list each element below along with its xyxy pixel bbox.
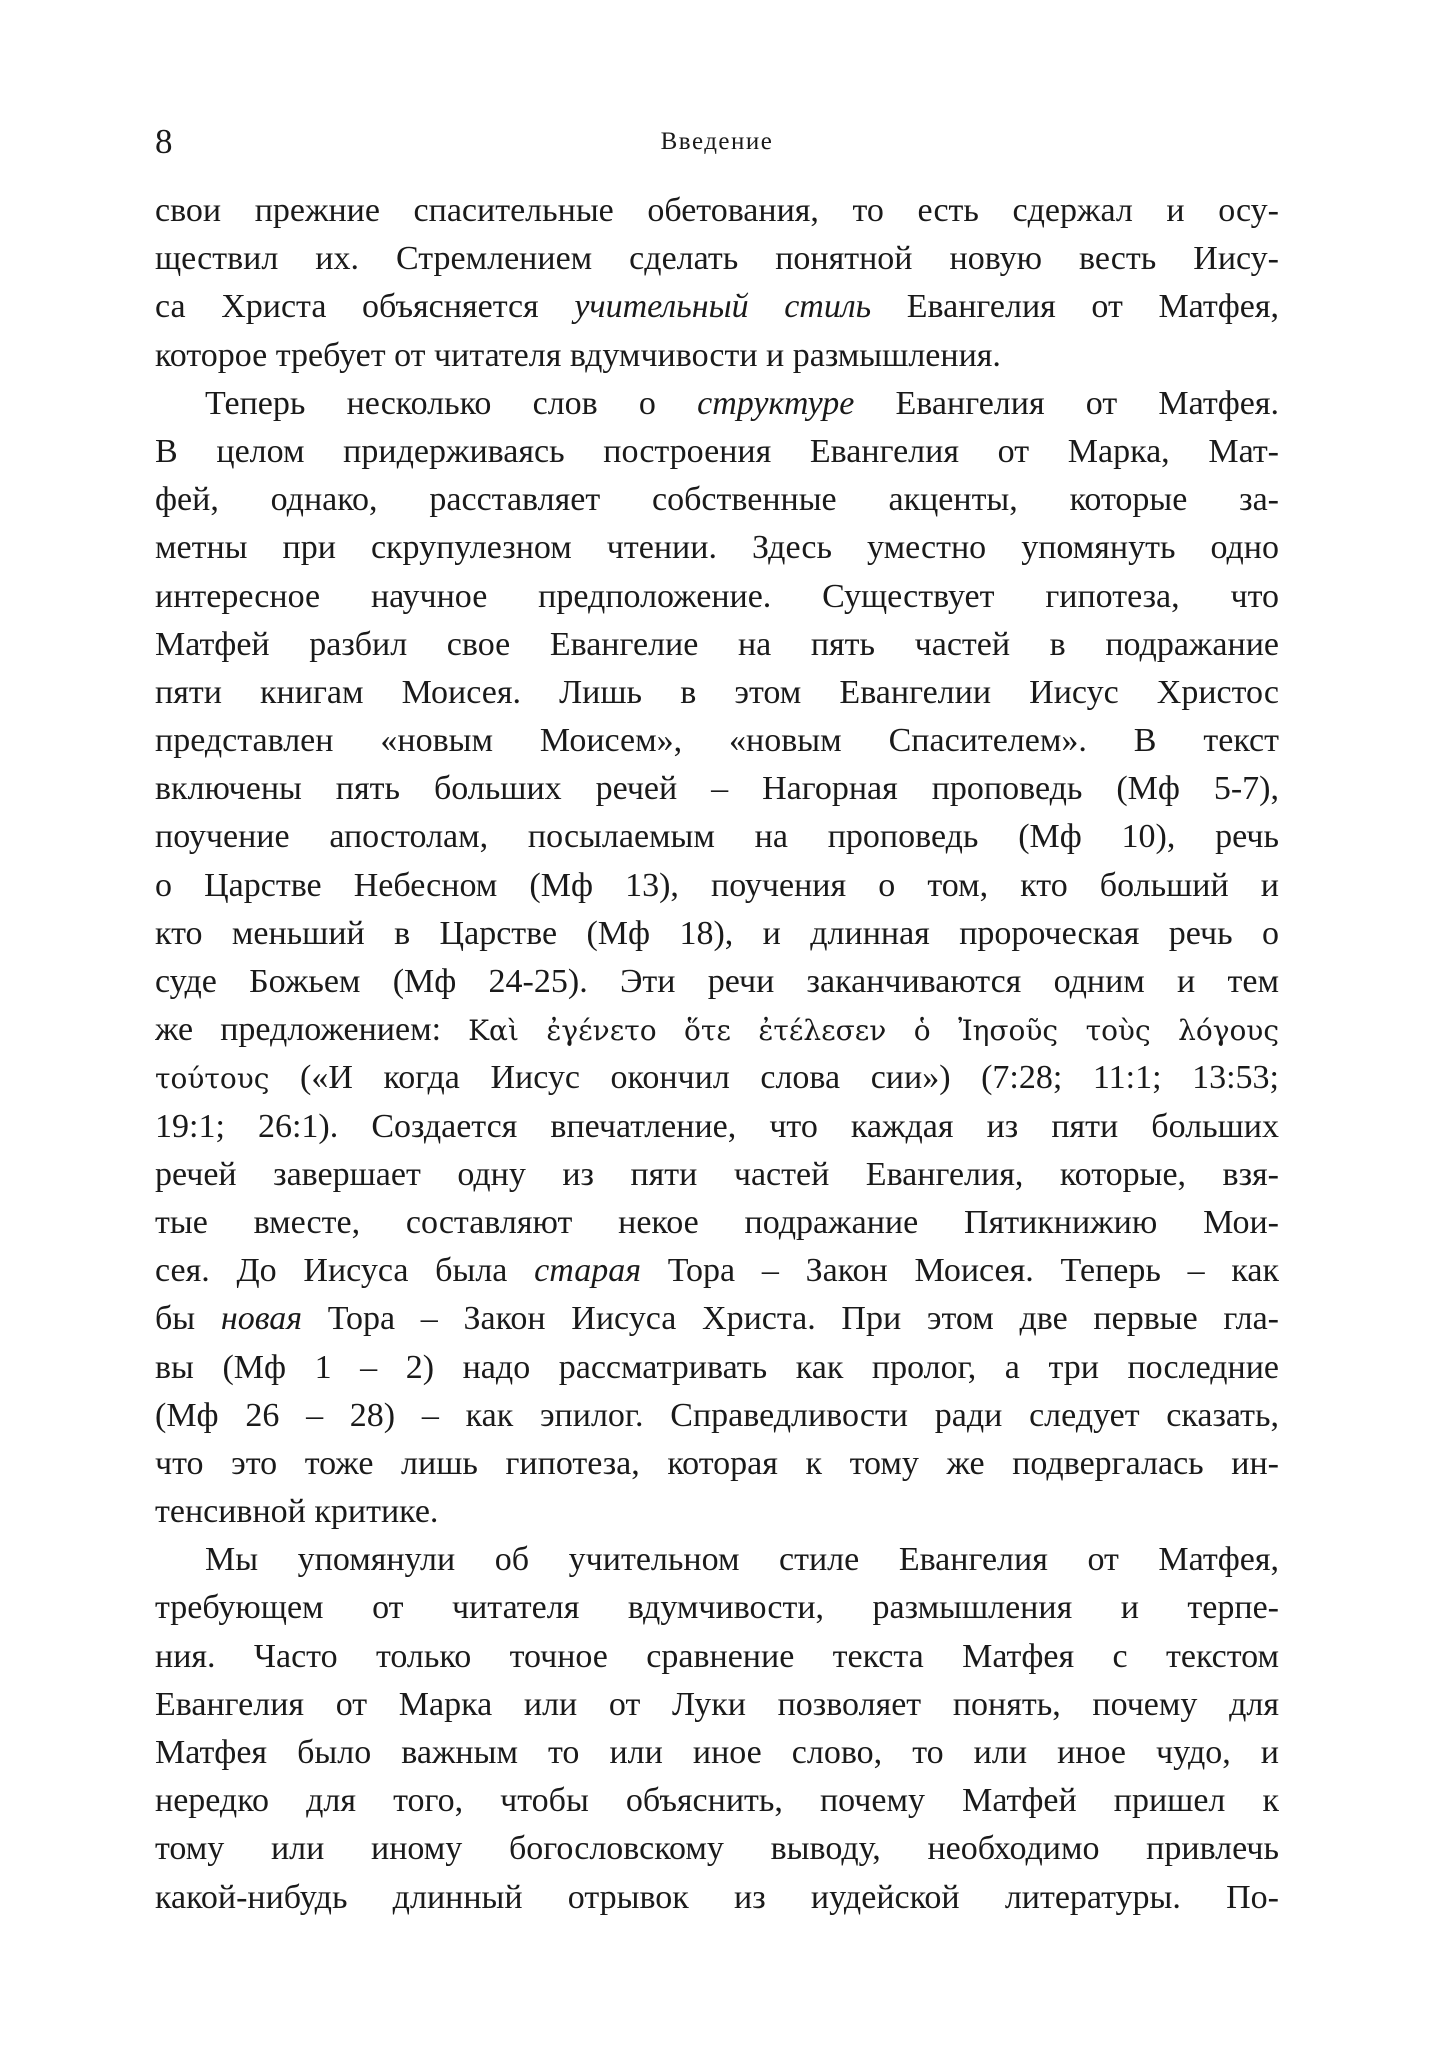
text-segment: Матфей разбил свое Евангелие на пять частей в подражание (155, 625, 1279, 663)
text-segment: свои прежние спасительные обетования, то есть сдержал и осу- (155, 192, 1279, 229)
text-line (155, 910, 1279, 958)
text-line (155, 1729, 1279, 1777)
text-segment: речей завершает одну из пяти частей Евангелия, которые, взя- (155, 1155, 1279, 1193)
text-line (155, 765, 1279, 813)
text-line (155, 958, 1279, 1006)
text-segment: Евангелия от Марка или от Луки позволяет понять, почему для (155, 1685, 1279, 1723)
text-segment: Евангелия от Матфея. (854, 384, 1279, 422)
text-segment: кто меньший в Царстве (Мф 18), и длинная пророческая речь о (155, 914, 1279, 952)
text-line (155, 862, 1279, 910)
text-line (155, 1825, 1279, 1873)
text-line (155, 1199, 1279, 1247)
text-line (155, 621, 1279, 669)
text-segment: Теперь несколько слов о (205, 384, 698, 422)
running-head (155, 122, 1279, 162)
text-segment: 19:1; 26:1). Создается впечатление, что каждая из пяти больших (155, 1107, 1279, 1145)
text-segment: тые вместе, составляют некое подражание Пятикнижию Мои- (155, 1203, 1279, 1241)
greek-quote: Καὶ ἐγένετο ὅτε ἐτέλεσεν ὁ Ἰησοῦς τοὺς λόγους (468, 1014, 1279, 1048)
text-line (155, 1777, 1279, 1825)
text-segment: которое требует от читателя вдумчивости и размышления. (155, 336, 1001, 374)
text-segment: суде Божьем (Мф 24-25). Эти речи заканчиваются одним и тем (155, 963, 1279, 1000)
text-segment: что это тоже лишь гипотеза, которая к тому же подвергалась ин- (155, 1444, 1279, 1482)
text-line (155, 1344, 1279, 1392)
text-line (155, 1488, 1279, 1536)
text-line (155, 1633, 1279, 1681)
text-line (155, 1151, 1279, 1199)
text-segment: са Христа объясняется (155, 288, 575, 326)
text-segment: (Мф 26 – 28) – как эпилог. Справедливости ради следует сказать, (155, 1396, 1279, 1434)
text-line (155, 1103, 1279, 1151)
text-line (155, 332, 1279, 380)
text-segment: пяти книгам Моисея. Лишь в этом Евангелии Иисус Христос (155, 673, 1279, 711)
text-segment: нередко для того, чтобы объяснить, почему Матфей пришел к (155, 1782, 1279, 1820)
text-line (155, 1247, 1279, 1295)
text-segment: («И когда Иисус окончил слова сии») (7:28; 11:1; 13:53; (269, 1059, 1279, 1097)
text-line (155, 283, 1279, 331)
text-line (155, 380, 1279, 428)
text-segment: фей, однако, расставляет собственные акценты, которые за- (155, 481, 1279, 519)
italic-term: новая (220, 1300, 303, 1338)
text-line (155, 1874, 1279, 1922)
text-segment: представлен «новым Моисем», «новым Спасителем». В текст (155, 722, 1279, 760)
text-line (155, 476, 1279, 524)
text-segment: сея. До Иисуса была (155, 1252, 535, 1290)
text-segment: ния. Часто только точное сравнение текста Матфея с текстом (155, 1637, 1279, 1675)
text-segment: требующем от читателя вдумчивости, размышления и терпе- (155, 1589, 1279, 1627)
italic-term: учительный стиль (574, 288, 872, 326)
text-line (155, 1295, 1279, 1343)
body-text (155, 187, 1279, 1922)
text-line (155, 1536, 1279, 1584)
text-line (155, 187, 1279, 235)
text-line (155, 1392, 1279, 1440)
text-segment: вы (Мф 1 – 2) надо рассматривать как пролог, а три последние (155, 1348, 1279, 1386)
section-title: Введение (660, 128, 774, 155)
text-segment: Мы упомянули об учительном стиле Евангелия от Матфея, (205, 1541, 1279, 1579)
text-line (155, 524, 1279, 572)
text-line (155, 813, 1279, 861)
text-line (155, 1440, 1279, 1488)
italic-term: старая (534, 1252, 642, 1290)
text-line (155, 1681, 1279, 1729)
text-line (155, 573, 1279, 621)
text-segment: Евангелия от Матфея, (871, 288, 1279, 326)
text-segment: бы (155, 1300, 221, 1338)
page-number: 8 (155, 122, 173, 161)
text-segment: какой-нибудь длинный отрывок из иудейской литературы. По- (155, 1878, 1279, 1916)
text-segment: тенсивной критике. (155, 1493, 439, 1531)
text-line (155, 717, 1279, 765)
text-segment: же предложением: (155, 1011, 469, 1049)
text-segment: включены пять больших речей – Нагорная проповедь (Мф 5-7), (155, 770, 1279, 808)
text-segment: В целом придерживаясь построения Евангелия от Марка, Мат- (155, 432, 1279, 470)
text-line (155, 1006, 1279, 1054)
text-segment: Тора – Закон Иисуса Христа. При этом две первые гла- (302, 1300, 1279, 1338)
greek-quote: τούτους (155, 1062, 270, 1096)
text-segment: Тора – Закон Моисея. Теперь – как (641, 1252, 1279, 1290)
italic-term: структуре (697, 384, 855, 422)
text-segment: ществил их. Стремлением сделать понятной новую весть Иису- (155, 240, 1279, 278)
text-line (155, 669, 1279, 717)
text-segment: тому или иному богословскому выводу, необходимо привлечь (155, 1830, 1279, 1868)
text-line (155, 1584, 1279, 1632)
text-segment: Матфея было важным то или иное слово, то или иное чудо, и (155, 1734, 1279, 1771)
text-segment: интересное научное предположение. Существует гипотеза, что (155, 577, 1279, 615)
text-segment: о Царстве Небесном (Мф 13), поучения о том, кто больший и (155, 866, 1279, 904)
text-segment: поучение апостолам, посылаемым на проповедь (Мф 10), речь (155, 818, 1279, 856)
text-line (155, 1054, 1279, 1102)
text-line (155, 235, 1279, 283)
text-line (155, 428, 1279, 476)
text-segment: метны при скрупулезном чтении. Здесь уместно упомянуть одно (155, 529, 1279, 567)
